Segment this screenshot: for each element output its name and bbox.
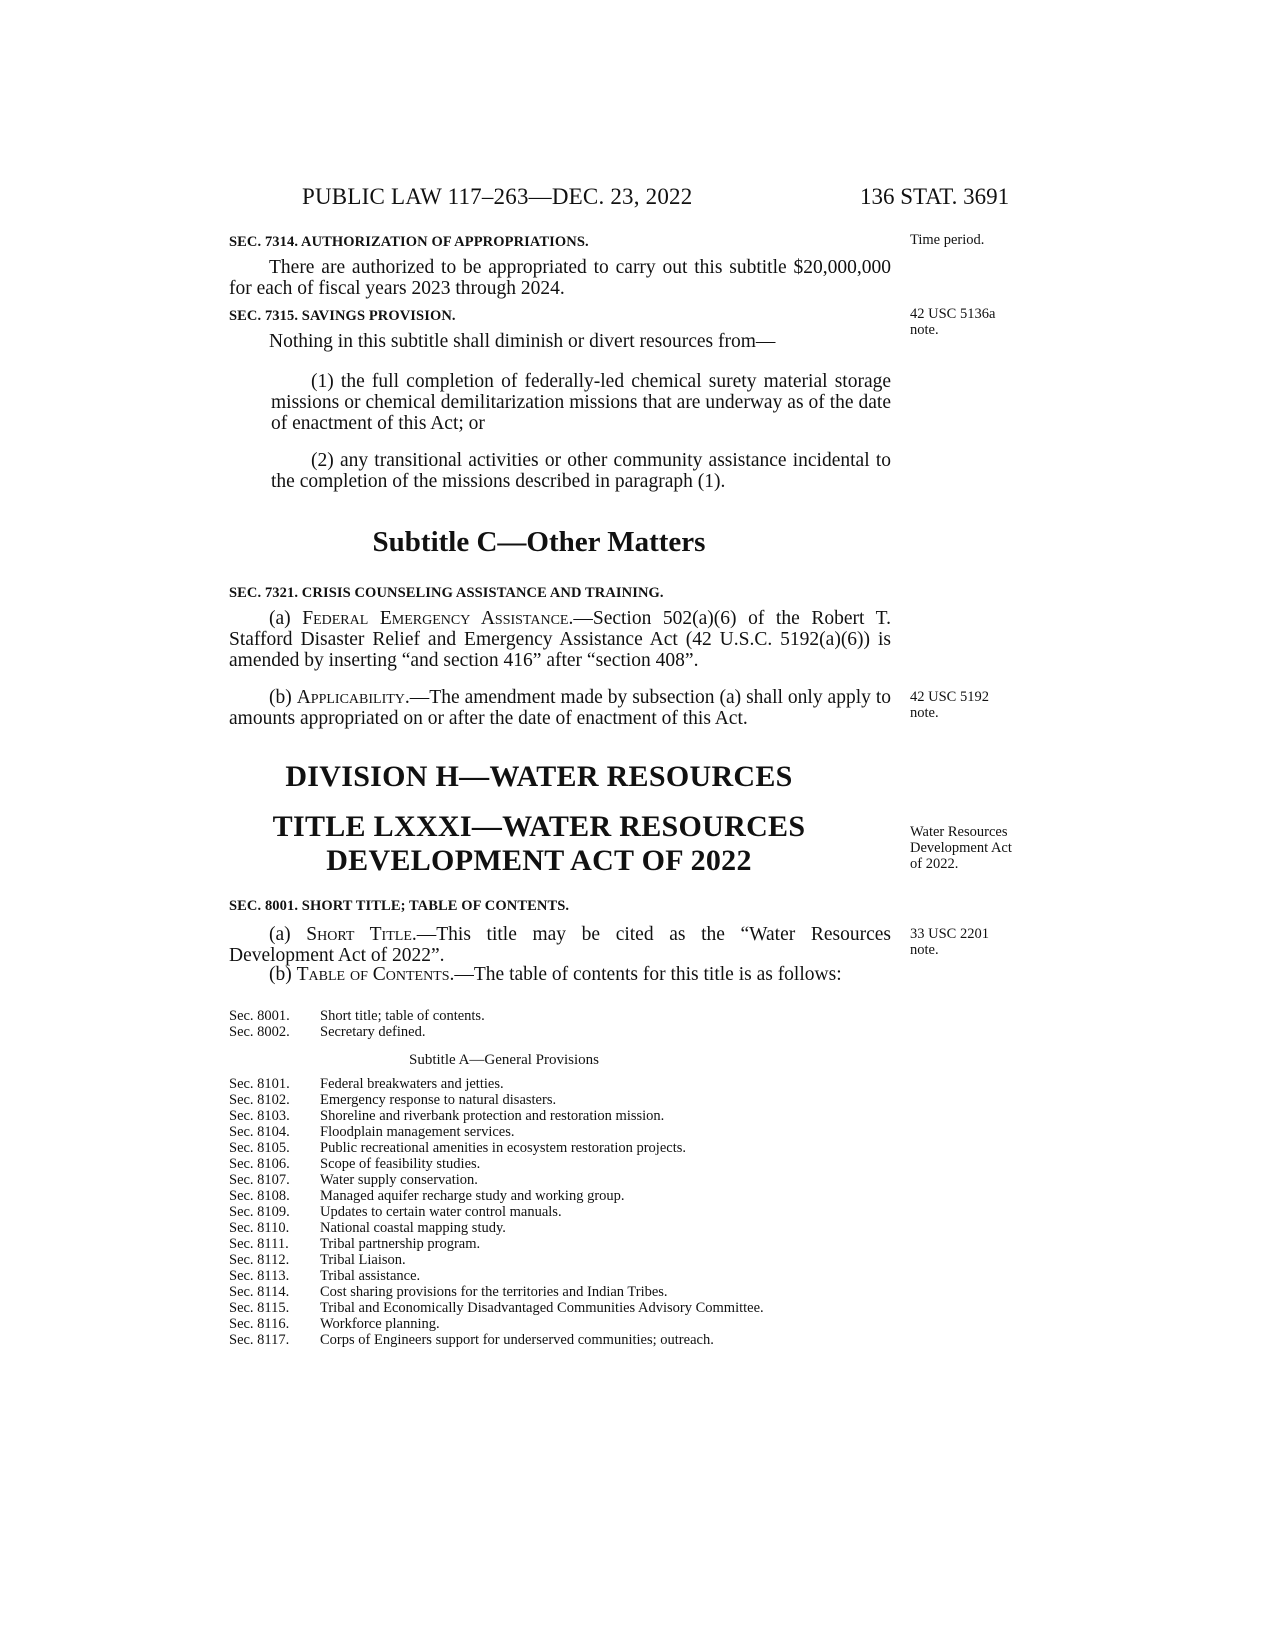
toc-section-number: Sec. 8110. bbox=[229, 1220, 290, 1236]
toc-entry bbox=[229, 1316, 849, 1332]
running-head: PUBLIC LAW 117–263—DEC. 23, 2022 bbox=[302, 184, 693, 209]
toc-section-number: Sec. 8115. bbox=[229, 1300, 290, 1316]
title-line-2: DEVELOPMENT ACT OF 2022 bbox=[326, 844, 752, 877]
toc-entry bbox=[229, 1024, 849, 1040]
title-line-1: TITLE LXXXI—WATER RESOURCES bbox=[272, 810, 806, 843]
toc-entry-list bbox=[229, 1076, 849, 1348]
toc-section-title: Corps of Engineers support for underserved communities; outreach. bbox=[320, 1332, 714, 1348]
toc-entry bbox=[229, 1172, 849, 1188]
subsection-caption: Short Title. bbox=[306, 924, 417, 945]
toc-section-title: Workforce planning. bbox=[320, 1316, 440, 1332]
toc-section-title: Managed aquifer recharge study and working group. bbox=[320, 1188, 625, 1204]
toc-section-title: Tribal and Economically Disadvantaged Communities Advisory Committee. bbox=[320, 1300, 764, 1316]
toc-section-title: National coastal mapping study. bbox=[320, 1220, 506, 1236]
toc-section-title: Tribal partnership program. bbox=[320, 1236, 481, 1252]
toc-entry bbox=[229, 1332, 849, 1348]
toc-section-title: Water supply conservation. bbox=[320, 1172, 478, 1188]
toc-section-number: Sec. 8102. bbox=[229, 1092, 290, 1108]
subsection-caption: Applicability. bbox=[296, 687, 410, 708]
section-7321-subsection-b: (b) Applicability.—The amendment made by subsection (a) shall only apply to amounts appropriated on or after the date of enactment of this Act. bbox=[229, 687, 891, 729]
toc-entry bbox=[229, 1300, 849, 1316]
margin-note-usc-2201: 33 USC 2201 note. bbox=[910, 926, 989, 958]
toc-section-title: Floodplain management services. bbox=[320, 1124, 515, 1140]
toc-entry bbox=[229, 1140, 849, 1156]
toc-section-title: Secretary defined. bbox=[320, 1024, 426, 1040]
section-8001-subsection-a: (a) Short Title.—This title may be cited as the “Water Resources Development Act of 2022”. bbox=[229, 924, 891, 966]
toc-entry bbox=[229, 1268, 849, 1284]
division-heading: DIVISION H—WATER RESOURCES bbox=[285, 760, 793, 793]
toc-section-number: Sec. 8111. bbox=[229, 1236, 289, 1252]
page-number: 136 STAT. 3691 bbox=[860, 184, 1010, 209]
toc-section-title: Emergency response to natural disasters. bbox=[320, 1092, 557, 1108]
toc-entry bbox=[229, 1284, 849, 1300]
section-8001-subsection-b: (b) Table of Contents.—The table of contents for this title is as follows: bbox=[269, 964, 842, 985]
section-heading-7315: SEC. 7315. SAVINGS PROVISION. bbox=[229, 308, 456, 324]
toc-section-title: Scope of feasibility studies. bbox=[320, 1156, 481, 1172]
toc-entry bbox=[229, 1204, 849, 1220]
toc-section-number: Sec. 8113. bbox=[229, 1268, 290, 1284]
toc-section-number: Sec. 8116. bbox=[229, 1316, 290, 1332]
toc-entry bbox=[229, 1252, 849, 1268]
toc-section-number: Sec. 8106. bbox=[229, 1156, 290, 1172]
toc-entry bbox=[229, 1092, 849, 1108]
table-of-contents bbox=[229, 1008, 849, 1348]
toc-entry bbox=[229, 1236, 849, 1252]
margin-note-time-period: Time period. bbox=[910, 232, 985, 248]
section-7314-text: There are authorized to be appropriated to carry out this subtitle $20,000,000 for each of fiscal years 2023 through 2024. bbox=[229, 257, 891, 299]
toc-top-list bbox=[229, 1008, 849, 1040]
toc-section-number: Sec. 8108. bbox=[229, 1188, 290, 1204]
section-heading-7321: SEC. 7321. CRISIS COUNSELING ASSISTANCE AND TRAINING. bbox=[229, 585, 664, 601]
toc-section-number: Sec. 8109. bbox=[229, 1204, 290, 1220]
title-heading bbox=[229, 810, 849, 878]
toc-section-title: Tribal Liaison. bbox=[320, 1252, 406, 1268]
toc-entry bbox=[229, 1076, 849, 1092]
toc-entry bbox=[229, 1188, 849, 1204]
section-7315-item-2: (2) any transitional activities or other community assistance incidental to the completion of the missions described in paragraph (1). bbox=[271, 450, 891, 492]
section-7321-subsection-a: (a) Federal Emergency Assistance.—Section 502(a)(6) of the Robert T. Stafford Disaster Relief and Emergency Assistance Act (42 U.S.C. 5192(a)(6)) is amended by inserting “and section 416” after “section 408”. bbox=[229, 608, 891, 671]
toc-section-number: Sec. 8105. bbox=[229, 1140, 290, 1156]
toc-section-number: Sec. 8117. bbox=[229, 1332, 290, 1348]
toc-section-title: Public recreational amenities in ecosystem restoration projects. bbox=[320, 1140, 687, 1156]
toc-subtitle-heading: Subtitle A—General Provisions bbox=[409, 1052, 599, 1068]
margin-note-wrda-2022: Water Resources Development Act of 2022. bbox=[910, 824, 1012, 872]
toc-section-number: Sec. 8107. bbox=[229, 1172, 290, 1188]
section-7315-intro: Nothing in this subtitle shall diminish or divert resources from— bbox=[269, 331, 776, 352]
section-heading-8001: SEC. 8001. SHORT TITLE; TABLE OF CONTENTS. bbox=[229, 898, 570, 914]
toc-section-title: Cost sharing provisions for the territories and Indian Tribes. bbox=[320, 1284, 668, 1300]
toc-section-number: Sec. 8104. bbox=[229, 1124, 290, 1140]
toc-section-number: Sec. 8103. bbox=[229, 1108, 290, 1124]
toc-section-title: Federal breakwaters and jetties. bbox=[320, 1076, 504, 1092]
toc-entry bbox=[229, 1008, 849, 1024]
toc-entry bbox=[229, 1156, 849, 1172]
toc-section-title: Updates to certain water control manuals. bbox=[320, 1204, 562, 1220]
toc-section-number: Sec. 8114. bbox=[229, 1284, 290, 1300]
subsection-caption: Table of Contents. bbox=[296, 964, 455, 985]
subtitle-heading: Subtitle C—Other Matters bbox=[372, 526, 706, 558]
toc-section-title: Short title; table of contents. bbox=[320, 1008, 485, 1024]
subsection-caption: Federal Emergency Assistance. bbox=[302, 608, 574, 629]
toc-section-number: Sec. 8001. bbox=[229, 1008, 290, 1024]
toc-entry bbox=[229, 1220, 849, 1236]
toc-section-title: Shoreline and riverbank protection and restoration mission. bbox=[320, 1108, 665, 1124]
toc-entry bbox=[229, 1108, 849, 1124]
toc-section-title: Tribal assistance. bbox=[320, 1268, 421, 1284]
margin-note-usc-5136a: 42 USC 5136a note. bbox=[910, 306, 996, 338]
toc-section-number: Sec. 8002. bbox=[229, 1024, 290, 1040]
section-heading-7314: SEC. 7314. AUTHORIZATION OF APPROPRIATIONS. bbox=[229, 234, 589, 250]
margin-note-usc-5192: 42 USC 5192 note. bbox=[910, 689, 989, 721]
toc-entry bbox=[229, 1124, 849, 1140]
section-7315-item-1: (1) the full completion of federally-led chemical surety material storage missions or chemical demilitarization missions that are underway as of the date of enactment of this Act; or bbox=[271, 371, 891, 434]
toc-section-number: Sec. 8112. bbox=[229, 1252, 290, 1268]
toc-section-number: Sec. 8101. bbox=[229, 1076, 290, 1092]
